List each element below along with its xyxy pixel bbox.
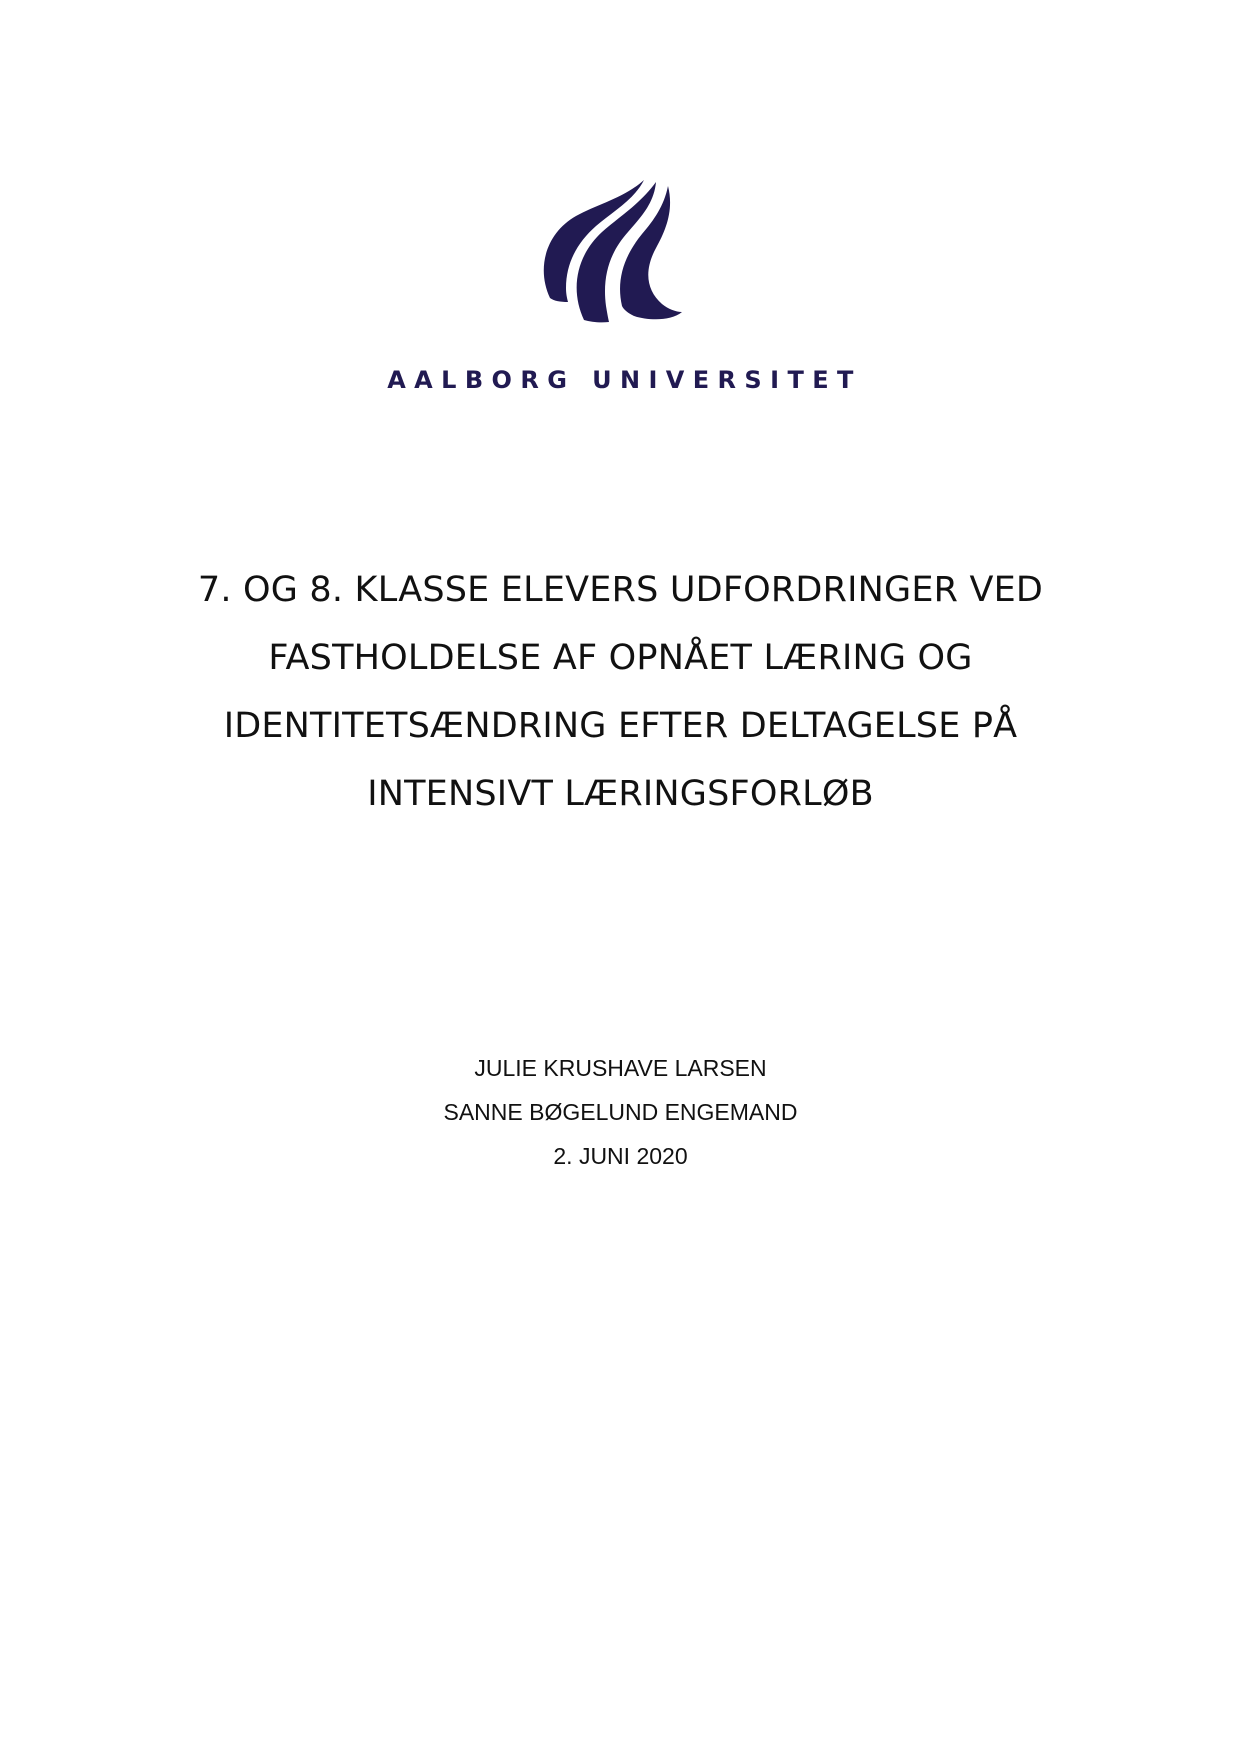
title-line: 7. OG 8. KLASSE ELEVERS UDFORDRINGER VED bbox=[197, 570, 1044, 610]
university-wordmark: AALBORG UNIVERSITET bbox=[387, 366, 862, 394]
title-line: INTENSIVT LÆRINGSFORLØB bbox=[367, 774, 874, 814]
author-block bbox=[0, 1046, 1241, 1178]
thesis-title bbox=[0, 556, 1241, 828]
author-name: SANNE BØGELUND ENGEMAND bbox=[443, 1099, 798, 1125]
submission-date: 2. JUNI 2020 bbox=[553, 1143, 688, 1169]
title-line: FASTHOLDELSE AF OPNÅET LÆRING OG bbox=[268, 638, 973, 678]
title-line: IDENTITETSÆNDRING EFTER DELTAGELSE PÅ bbox=[223, 706, 1018, 746]
author-name: JULIE KRUSHAVE LARSEN bbox=[474, 1055, 767, 1081]
aalborg-university-logo-icon bbox=[536, 178, 684, 324]
